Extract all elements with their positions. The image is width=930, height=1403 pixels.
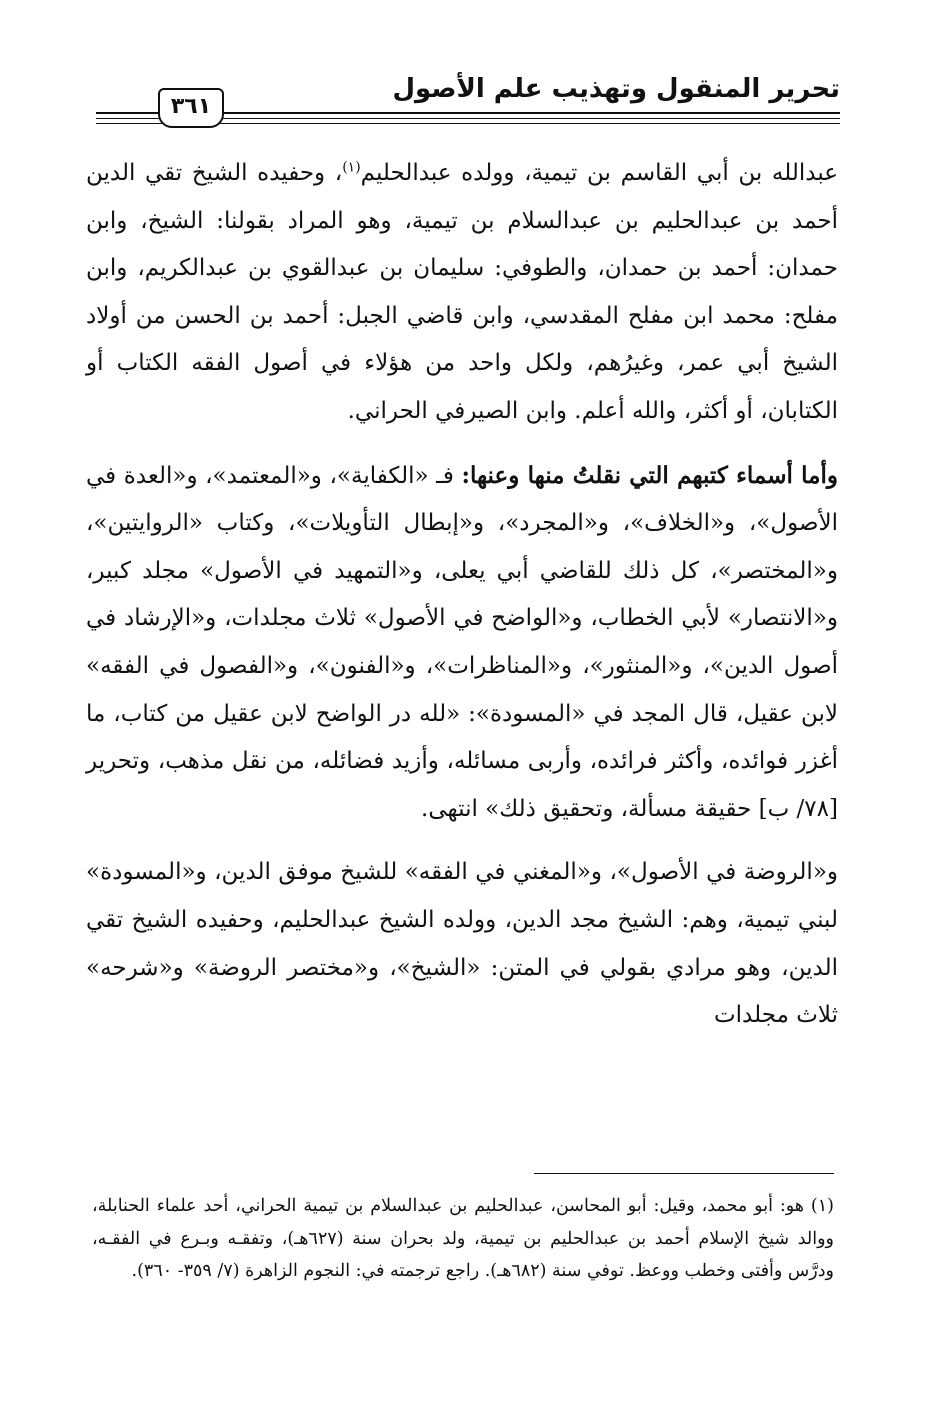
paragraph [86,150,838,436]
paragraph: و«الروضة في الأصول»، و«المغني في الفقه» للشيخ موفق الدين، و«المسودة» لبني تيمية، وهم: الشيخ مجد الدين، وولده الشيخ عبدالحليم، وحفيده الشيخ تقي الدين، وهو مرادي بقولي في المتن: «الشيخ»، و«مختصر الروضة» و«شرحه» ثلاث مجلدات [86,859,838,1029]
paragraph-text: ، وحفيده الشيخ تقي الدين أحمد بن عبدالحليم بن عبدالسلام بن تيمية، وهو المراد بقولنا: الشيخ، وابن حمدان: أحمد بن حمدان، والطوفي: سليمان بن عبدالقوي بن عبدالكريم، وابن مفلح: محمد ابن مفلح المقدسي، وابن قاضي الجبل: أحمد بن الحسن من أولاد الشيخ أبي عمر، وغيرُهم، ولكل واحد من هؤلاء في أصول الفقه الكتاب أو الكتابان، أو أكثر، والله أعلم. وابن الصيرفي الحراني. [86,160,838,424]
paragraph [86,452,838,834]
footnote-separator [534,1173,834,1174]
paragraph-text: فـ «الكفاية»، و«المعتمد»، و«العدة في الأصول»، و«الخلاف»، و«المجرد»، و«إبطال التأويلات»، وكتاب «الروايتين»، و«المختصر»، كل ذلك للقاضي أبي يعلى، و«التمهيد في الأصول» مجلد كبير، و«الانتصار» لأبي الخطاب، و«الواضح في الأصول» ثلاث مجلدات، و«الإرشاد في أصول الدين»، و«المنثور»، و«المناظرات»، و«الفنون»، و«الفصول في الفقه» لابن عقيل، قال المجد في «المسودة»: «لله در الواضح لابن عقيل من كتاب، ما أغزر فوائده، وأكثر فرائده، وأربى مسائله، وأزيد فضائله، من نقل مذهب، وتحرير [٧٨/ ب] حقيقة مسألة، وتحقيق ذلك» انتهى. [86,462,838,822]
book-title: تحرير المنقول وتهذيب علم الأصول [392,74,840,104]
paragraph-lead: وأما أسماء كتبهم التي نقلتُ منها وعنها: [461,461,838,489]
page-header [96,64,840,134]
paragraph-text: عبدالله بن أبي القاسم بن تيمية، وولده عبدالحليم [360,160,838,186]
main-text [86,150,838,1054]
page-number: ٣٦١ [158,88,224,128]
footnote: (١) هو: أبو محمد، وقيل: أبو المحاسن، عبدالحليم بن عبدالسلام بن تيمية الحراني، أحد علماء الحنابلة، ووالد شيخ الإسلام أحمد بن عبدالحليم بن تيمية، ولد بحران سنة (٦٢٧هـ)، وتفقـه وبـرع في الفقـه، ودرَّس وأفتى وخطب ووعظ. توفي سنة (٦٨٢هـ). راجع ترجمته في: النجوم الزاهرة (٧/ ٣٥٩- ٣٦٠). [92,1196,834,1281]
footnote-reference[interactable]: (١) [342,159,361,176]
